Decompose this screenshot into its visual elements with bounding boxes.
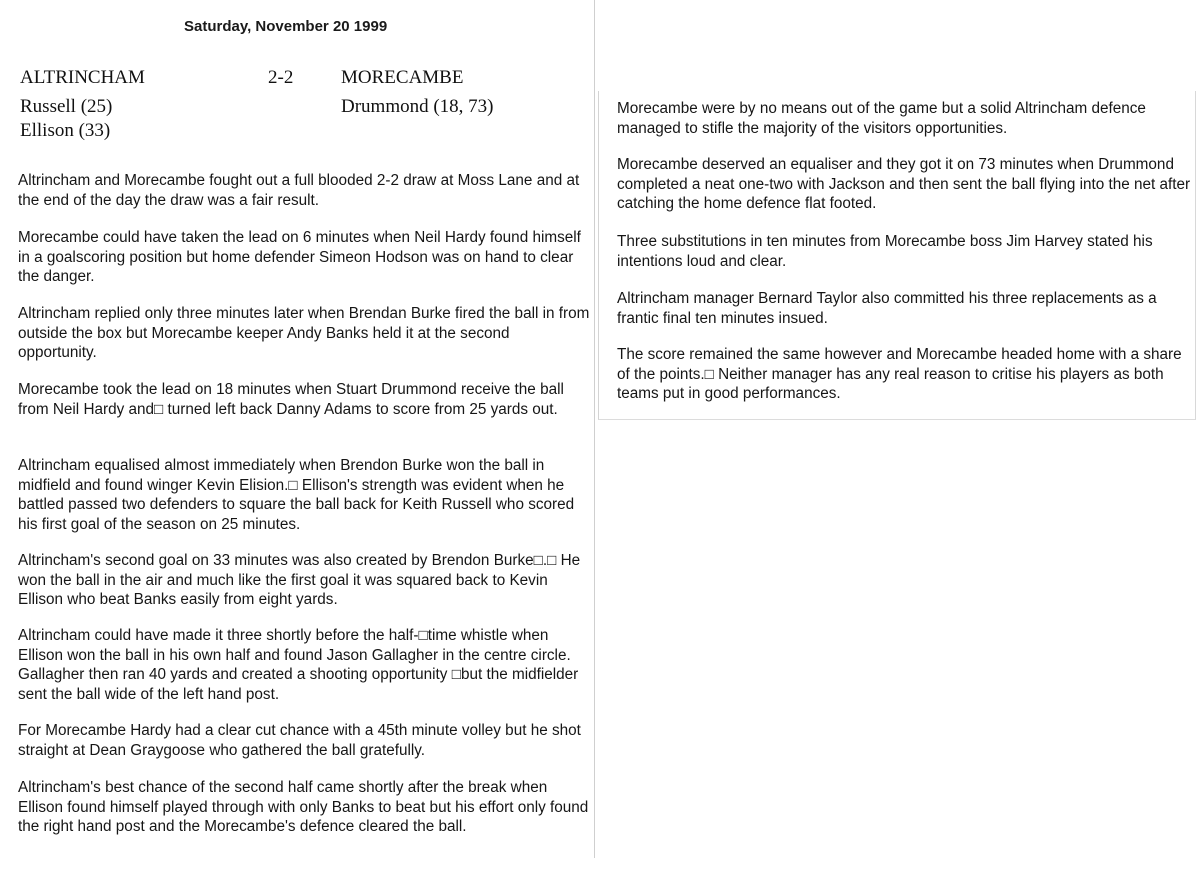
report-clipping-right [598, 91, 1196, 420]
report-paragraph: For Morecambe Hardy had a clear cut chance with a 45th minute volley but he shot straight at Dean Graygoose who gathered the ball gratefully. [18, 722, 581, 759]
match-score: 2-2 [268, 67, 294, 88]
home-team-name: ALTRINCHAM [20, 67, 145, 88]
report-paragraph: Altrincham equalised almost immediately when Brendon Burke won the ball in midfield and found winger Kevin Elision.□ Ellison's strength was evident when he battled passed two defenders to square the ball back for Keith Russell who scored his first goal of the season on 25 minutes. [18, 457, 575, 533]
away-scorer: Drummond (18, 73) [341, 96, 494, 117]
report-paragraph: Altrincham replied only three minutes later when Brendan Burke fired the ball in from outside the box but Morecambe keeper Andy Banks held it at the second opportunity. [18, 305, 590, 361]
report-paragraph: Morecambe were by no means out of the game but a solid Altrincham defence managed to stifle the majority of the visitors opportunities. [617, 100, 1146, 137]
away-team-name: MORECAMBE [341, 67, 464, 88]
report-paragraph: Altrincham's second goal on 33 minutes was also created by Brendon Burke□.□ He won the ball in the air and much like the first goal it was squared back to Kevin Ellison who beat Banks easily from eight yards. [18, 552, 581, 608]
report-paragraph: Morecambe took the lead on 18 minutes when Stuart Drummond receive the ball from Neil Hardy and□ turned left back Danny Adams to score from 25 yards out. [18, 381, 564, 418]
report-paragraph: The score remained the same however and Morecambe headed home with a share of the points.□ Neither manager has any real reason to critise his players as both teams put in good performances. [617, 346, 1182, 402]
report-paragraph: Three substitutions in ten minutes from Morecambe boss Jim Harvey stated his intentions loud and clear. [617, 233, 1153, 270]
report-paragraph: Morecambe deserved an equaliser and they got it on 73 minutes when Drummond completed a neat one-two with Jackson and then sent the ball flying into the net after catching the home defence flat footed. [617, 156, 1191, 212]
report-paragraph: Altrincham manager Bernard Taylor also committed his three replacements as a frantic final ten minutes insued. [617, 290, 1157, 327]
home-scorer: Ellison (33) [20, 120, 111, 141]
report-paragraph: Altrincham's best chance of the second half came shortly after the break when Ellison found himself played through with only Banks to beat but his effort only found the right hand post and the Morecambe's defence cleared the ball. [18, 779, 589, 835]
home-scorer: Russell (25) [20, 96, 113, 117]
report-paragraph: Morecambe could have taken the lead on 6 minutes when Neil Hardy found himself in a goalscoring position but home defender Simeon Hodson was on hand to clear the danger. [18, 229, 581, 285]
match-date: Saturday, November 20 1999 [184, 18, 388, 35]
report-paragraph: Altrincham and Morecambe fought out a full blooded 2-2 draw at Moss Lane and at the end of the day the draw was a fair result. [18, 172, 580, 209]
report-paragraph: Altrincham could have made it three shortly before the half-□time whistle when Ellison won the ball in his own half and found Jason Gallagher in the centre circle. Gallagher then ran 40 yards and created a shooting opportunity □but the midfielder sent the ball wide of the left hand post. [18, 627, 579, 703]
report-clipping-left [0, 0, 595, 858]
